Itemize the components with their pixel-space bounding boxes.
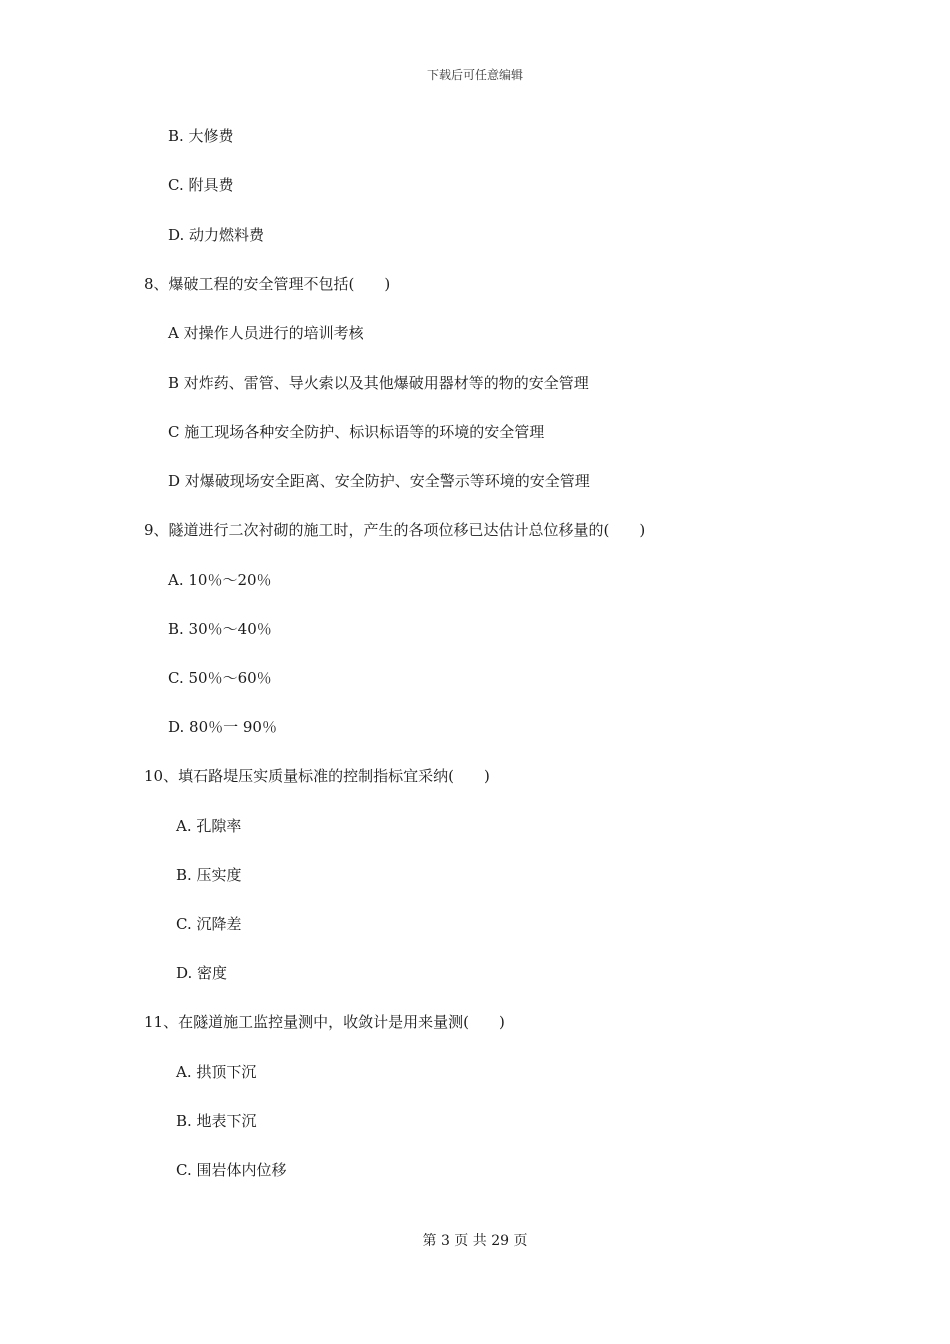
q8-option-b: B 对炸药、雷管、导火索以及其他爆破用器材等的物的安全管理 [168, 374, 589, 392]
q11-stem: 11、在隧道施工监控量测中，收敛计是用来量测( ) [144, 1013, 505, 1031]
q8-stem: 8、爆破工程的安全管理不包括( ) [144, 275, 391, 293]
q7-option-b: B. 大修费 [168, 127, 234, 145]
page-footer: 第 3 页 共 29 页 [422, 1233, 528, 1249]
q7-option-d: D. 动力燃料费 [168, 226, 265, 244]
page-header: 下载后可任意编辑 [426, 68, 523, 82]
q8-option-d: D 对爆破现场安全距离、安全防护、安全警示等环境的安全管理 [168, 472, 590, 490]
q9-stem: 9、隧道进行二次衬砌的施工时，产生的各项位移已达估计总位移量的( ) [144, 521, 646, 539]
q8-option-a: A 对操作人员进行的培训考核 [168, 324, 364, 342]
q10-option-b: B. 压实度 [176, 866, 242, 884]
q8-option-c: C 施工现场各种安全防护、标识标语等的环境的安全管理 [168, 423, 545, 441]
q9-option-d: D. 80％一 90％ [168, 718, 277, 736]
q10-stem: 10、填石路堤压实质量标准的控制指标宜采纳( ) [144, 767, 490, 785]
q11-option-b: B. 地表下沉 [176, 1112, 257, 1130]
q10-option-a: A. 孔隙率 [176, 817, 242, 835]
q11-option-c: C. 围岩体内位移 [176, 1161, 287, 1179]
q9-option-b: B. 30％～40％ [168, 620, 272, 638]
q9-option-a: A. 10％～20％ [168, 571, 272, 589]
q11-option-a: A. 拱顶下沉 [176, 1063, 257, 1081]
q9-option-c: C. 50％～60％ [168, 669, 272, 687]
q10-option-c: C. 沉降差 [176, 915, 242, 933]
q7-option-c: C. 附具费 [168, 176, 234, 194]
q10-option-d: D. 密度 [176, 964, 228, 982]
